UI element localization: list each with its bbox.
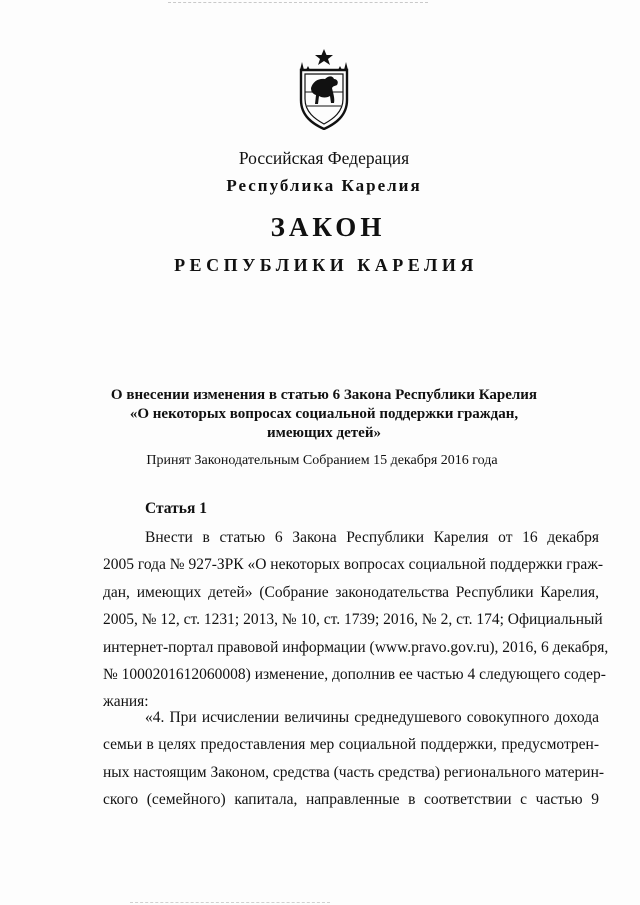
text-line: интернет-портал правовой информации (www.pravo.gov.ru), 2016, 6 декабря,	[103, 638, 609, 656]
karelia-coat-of-arms-icon	[295, 48, 353, 130]
scan-edge-top	[168, 2, 428, 3]
article-paragraph-1	[103, 524, 609, 716]
law-title-line: имеющих детей»	[267, 425, 381, 441]
text-line: дан, имеющих детей» (Собрание законодательства Республики Карелия,	[103, 583, 599, 601]
republic-name: Республика Карелия	[226, 176, 422, 195]
text-line: 2005 года № 927-ЗРК «О некоторых вопросах социальной поддержки граж-	[103, 556, 604, 574]
law-title-line: «О некоторых вопросах социальной поддержки граждан,	[129, 406, 519, 422]
scan-edge-bottom	[130, 902, 330, 903]
text-line: «4. При исчислении величины среднедушевого совокупного дохода	[145, 709, 599, 726]
text-line: Внести в статью 6 Закона Республики Карелия от 16 декабря	[145, 529, 599, 546]
document-type: ЗАКОН	[270, 212, 386, 242]
text-line: жания:	[103, 693, 149, 711]
law-title	[4, 386, 640, 443]
country-name: Российская Федерация	[238, 148, 410, 168]
text-line: 2005, № 12, ст. 1231; 2013, № 10, ст. 1739; 2016, № 2, ст. 174; Официальный	[103, 611, 603, 629]
article-heading: Статья 1	[145, 500, 207, 517]
text-line: ных настоящим Законом, средства (часть средства) регионального материн-	[103, 763, 605, 781]
article-paragraph-2	[103, 704, 605, 814]
issuing-authority: РЕСПУБЛИКИ КАРЕЛИЯ	[174, 255, 478, 275]
text-line: ского (семейного) капитала, направленные в соответствии с частью 9	[103, 791, 599, 809]
text-line: семьи в целях предоставления мер социальной поддержки, предусмотрен-	[103, 736, 599, 754]
adoption-note: Принят Законодательным Собранием 15 декабря 2016 года	[146, 453, 498, 468]
text-line: № 1000201612060008) изменение, дополнив ее частью 4 следующего содер-	[103, 666, 606, 684]
law-title-line: О внесении изменения в статью 6 Закона Республики Карелия	[110, 387, 538, 403]
